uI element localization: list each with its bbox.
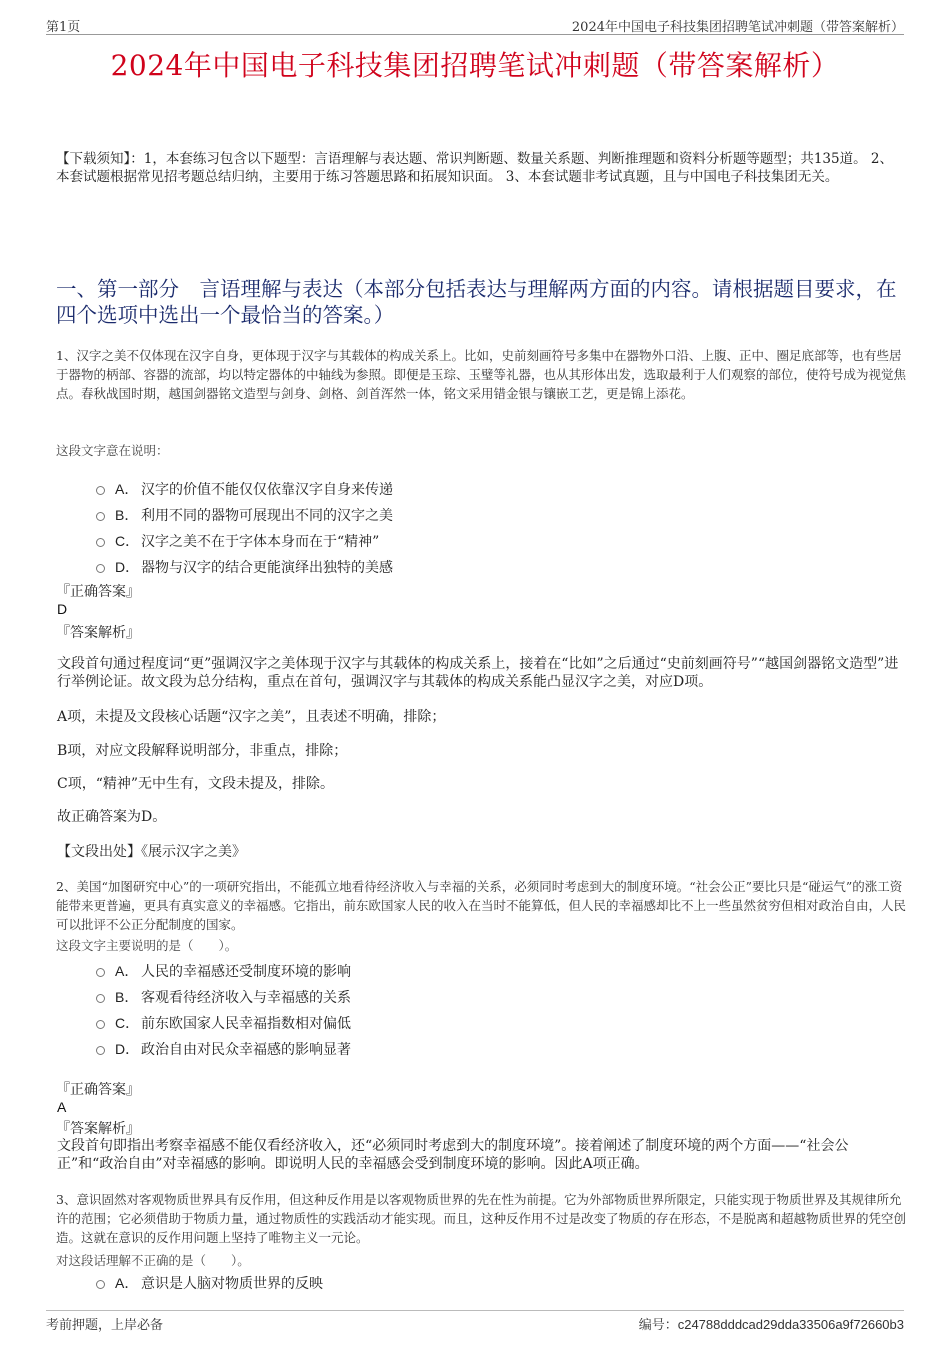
footer-slogan: 考前押题，上岸必备: [46, 1318, 164, 1333]
q1-analysis-a: A项，未提及文段核心话题“汉字之美”，且表述不明确，排除；: [57, 709, 446, 725]
section-heading: 一、第一部分 言语理解与表达（本部分包括表达与理解两方面的内容。请根据题目要求，在四个选项中选出一个最恰当的答案。）: [56, 277, 897, 327]
q1-conclusion: 故正确答案为D。: [57, 809, 167, 825]
q1-option-d[interactable]: D． 器物与汉字的结合更能演绎出独特的美感: [96, 554, 393, 580]
q1-analysis-b: B项，对应文段解释说明部分，非重点，排除；: [57, 743, 348, 759]
footer-code-value: c24788dddcad29dda33506a9f72660b3: [677, 1317, 904, 1332]
q1-answer: D: [57, 601, 68, 617]
download-notice: 【下载须知】：1，本套练习包含以下题型：言语理解与表达题、常识判断题、数量关系题、判断推理题和资料分析题等题型；共135道。 2、本套试题根据常见招考题总结归纳，主要用于练习答题思路和拓展知识面。 3、本套试题非考试真题，且与中国电子科技集团无关。: [56, 151, 893, 185]
header-page-number: 第1页: [46, 20, 81, 35]
q2-options: [96, 958, 351, 1062]
footer-code: [639, 1314, 904, 1333]
q3-options: [96, 1271, 323, 1295]
radio-icon[interactable]: [96, 1046, 105, 1055]
q1-stem: 1、汉字之美不仅体现在汉字自身，更体现于汉字与其载体的构成关系上。比如，史前刻画符号多集中在器物外口沿、上腹、正中、圈足底部等，也有些居于器物的柄部、容器的流部，均以特定器体的中轴线为参照。即便是玉琮、玉璧等礼器，也从其形体出发，选取最利于人们观察的部位，使符号成为视觉焦点。春秋战国时期，越国剑器铭文造型与剑身、剑格、剑首浑然一体，铭文采用错金银与镶嵌工艺，更是锦上添花。: [56, 348, 907, 401]
radio-icon[interactable]: [96, 564, 105, 573]
q1-analysis-label: 『答案解析』: [56, 625, 140, 641]
radio-icon[interactable]: [96, 968, 105, 977]
q1-analysis: 文段首句通过程度词“更”强调汉字之美体现于汉字与其载体的构成关系上，接着在“比如”之后通过“史前刻画符号”“越国剑器铭文造型”进行举例论证。故文段为总分结构，重点在首句，强调汉字与其载体的构成关系能凸显汉字之美，对应D项。: [57, 656, 899, 690]
q1-analysis-c: C项，“精神”无中生有，文段未提及，排除。: [57, 776, 335, 792]
radio-icon[interactable]: [96, 512, 105, 521]
q1-answer-label: 『正确答案』: [56, 584, 140, 600]
q3-option-a[interactable]: A． 意识是人脑对物质世界的反映: [96, 1271, 323, 1295]
q2-answer-label: 『正确答案』: [56, 1082, 140, 1098]
q2-option-d[interactable]: D． 政治自由对民众幸福感的影响显著: [96, 1036, 351, 1062]
radio-icon[interactable]: [96, 994, 105, 1003]
q1-option-a[interactable]: A． 汉字的价值不能仅仅依靠汉字自身来传递: [96, 476, 393, 502]
footer-divider: [46, 1310, 904, 1311]
q2-answer: A: [57, 1099, 67, 1115]
q2-option-b[interactable]: B． 客观看待经济收入与幸福感的关系: [96, 984, 351, 1010]
q1-option-c[interactable]: C． 汉字之美不在于字体本身而在于“精神”: [96, 528, 393, 554]
q2-option-a[interactable]: A． 人民的幸福感还受制度环境的影响: [96, 958, 351, 984]
header-divider: [46, 34, 904, 35]
q2-option-c[interactable]: C． 前东欧国家人民幸福指数相对偏低: [96, 1010, 351, 1036]
radio-icon[interactable]: [96, 486, 105, 495]
page-title: 2024年中国电子科技集团招聘笔试冲刺题（带答案解析）: [110, 49, 840, 82]
radio-icon[interactable]: [96, 1280, 105, 1289]
radio-icon[interactable]: [96, 1020, 105, 1029]
q1-option-b[interactable]: B． 利用不同的器物可展现出不同的汉字之美: [96, 502, 393, 528]
q3-ask: 对这段话理解不正确的是（ ）。: [56, 1253, 250, 1268]
q1-ask: 这段文字意在说明：: [56, 443, 169, 458]
q1-options: [96, 476, 393, 580]
radio-icon[interactable]: [96, 538, 105, 547]
header-document-title: 2024年中国电子科技集团招聘笔试冲刺题（带答案解析）: [571, 20, 904, 35]
q3-stem: 3、意识固然对客观物质世界具有反作用，但这种反作用是以客观物质世界的先在性为前提。它为外部物质世界所限定，只能实现于物质世界及其规律所允许的范围；它必须借助于物质力量，通过物质性的实践活动才能实现。而且，这种反作用不过是改变了物质的存在形态，不是脱离和超越物质世界的凭空创造。这就在意识的反作用问题上坚持了唯物主义一元论。: [56, 1192, 907, 1245]
q1-source: 【文段出处】《展示汉字之美》: [57, 844, 246, 860]
q2-ask: 这段文字主要说明的是（ ）。: [56, 938, 238, 953]
q2-analysis: 文段首句即指出考察幸福感不能仅看经济收入，还“必须同时考虑到大的制度环境”。接着阐述了制度环境的两个方面——“社会公正”和“政治自由”对幸福感的影响。即说明人民的幸福感会受到制度环境的影响。因此A项正确。: [57, 1138, 849, 1172]
q2-analysis-label: 『答案解析』: [56, 1121, 140, 1137]
footer-code-label: 编号：: [638, 1318, 678, 1333]
q2-stem: 2、美国“加图研究中心”的一项研究指出，不能孤立地看待经济收入与幸福的关系，必须同时考虑到大的制度环境。“社会公正”要比只是“碰运气”的涨工资能带来更普遍，更具有真实意义的幸福感。它指出，前东欧国家人民的收入在当时不能算低，但人民的幸福感却比不上一些虽然贫穷但相对政治自由，人民可以批评不公正分配制度的国家。: [56, 879, 907, 932]
